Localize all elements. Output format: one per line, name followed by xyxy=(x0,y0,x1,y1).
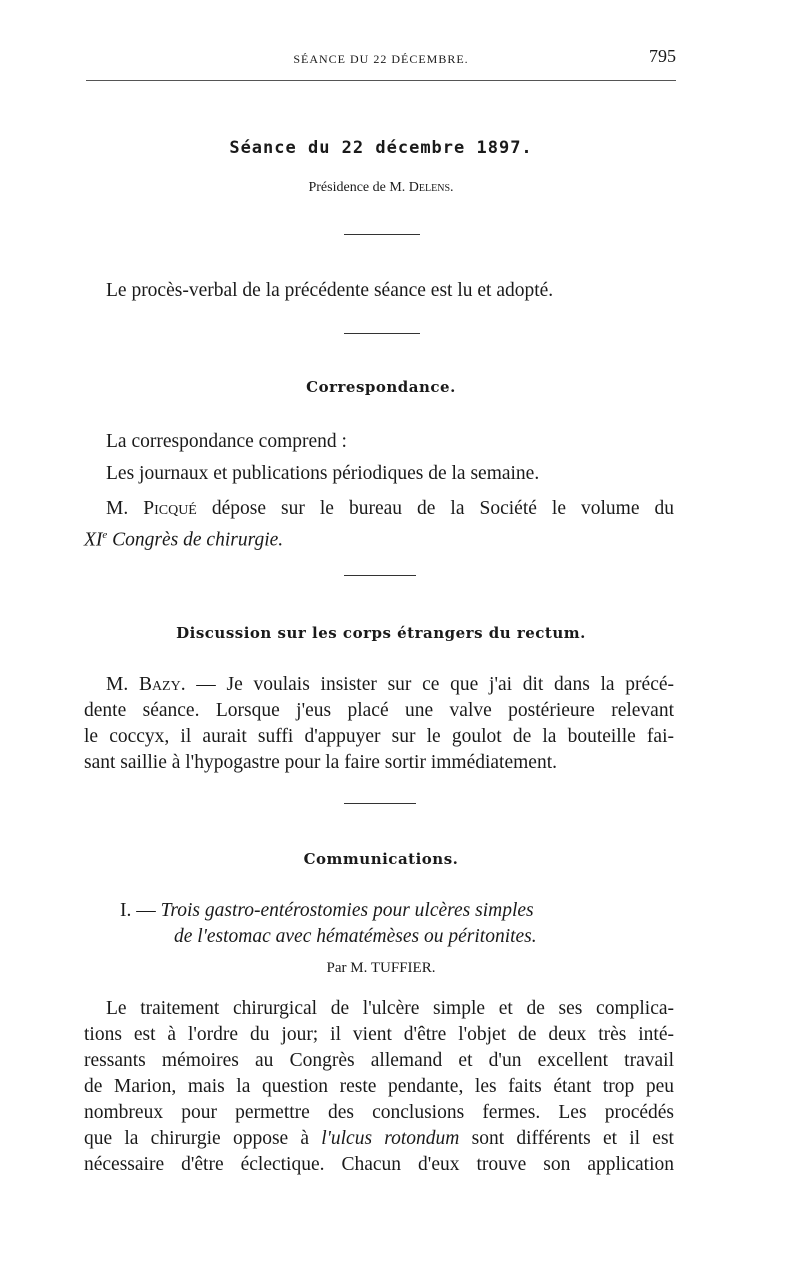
p3-sup: e xyxy=(102,529,108,541)
header-rule xyxy=(86,80,676,81)
communication-title-line-1 xyxy=(120,898,680,924)
discussion-paragraph xyxy=(84,672,674,776)
p3-text: dépose sur le bureau de la Société le volume du xyxy=(196,498,675,519)
communication-line-6 xyxy=(84,1126,674,1152)
discussion-line-1 xyxy=(106,672,674,698)
communications-heading: Communications. xyxy=(303,850,459,868)
communication-author: Par M. TUFFIER. xyxy=(326,960,436,976)
line6-text-b: sont différents et il est xyxy=(459,1128,674,1149)
running-title: SÉANCE DU 22 DÉCEMBRE. xyxy=(293,52,469,66)
line6-text-a: que la chirurgie oppose à xyxy=(84,1128,322,1149)
communication-title-text-1: Trois gastro-entérostomies pour ulcères simples xyxy=(160,900,534,921)
section-divider xyxy=(344,575,416,576)
communication-line: de Marion, mais la question reste pendante, les faits étant trop peu xyxy=(84,1076,674,1097)
presidence-line xyxy=(86,180,676,196)
communication-line-7: nécessaire d'être éclectique. Chacun d'eux trouve son application xyxy=(84,1154,674,1175)
correspondance-p3-line-1 xyxy=(106,496,674,522)
p3-name: Picqué xyxy=(143,498,197,519)
running-head xyxy=(86,44,676,72)
communication-line: tions est à l'ordre du jour; il vient d'être l'objet de deux très inté- xyxy=(84,1024,674,1045)
communication-title-line-2: de l'estomac avec hématémèses ou péritonites. xyxy=(174,926,537,947)
discussion-line-2: dente séance. Lorsque j'eus placé une valve postérieure relevant xyxy=(84,700,674,721)
p3-italic-rest: Congrès de chirurgie. xyxy=(107,529,284,551)
correspondance-line-2: Les journaux et publications périodiques de la semaine. xyxy=(106,463,540,484)
correspondance-paragraph-3 xyxy=(84,496,675,554)
discussion-line-4: sant saillie à l'hypogastre pour la faire sortir immédiatement. xyxy=(84,752,557,773)
page-number: 795 xyxy=(649,46,676,66)
communication-number: I. — xyxy=(120,900,161,921)
discussion-line-1-text: . — Je voulais insister sur ce que j'ai dit dans la précé- xyxy=(180,674,674,695)
correspondance-heading: Correspondance. xyxy=(306,378,456,396)
section-divider xyxy=(344,234,420,235)
discussion-line-3: le coccyx, il aurait suffi d'appuyer sur le goulot de la bouteille fai- xyxy=(84,726,674,747)
discussion-heading: Discussion sur les corps étrangers du rectum. xyxy=(176,624,586,642)
presidence-name: Delens xyxy=(408,180,451,195)
proces-verbal: Le procès-verbal de la précédente séance est lu et adopté. xyxy=(106,280,554,301)
speaker-name: Bazy xyxy=(138,674,181,695)
p3-prefix: M. xyxy=(106,498,144,519)
speaker-prefix: M. xyxy=(106,674,139,695)
section-divider xyxy=(344,333,420,334)
seance-title: Séance du 22 décembre 1897. xyxy=(229,138,533,158)
presidence-suffix: . xyxy=(450,180,454,195)
p3-roman: XI xyxy=(84,529,103,551)
line6-italic: l'ulcus rotondum xyxy=(321,1128,460,1149)
communication-paragraph xyxy=(84,996,674,1178)
correspondance-line-1: La correspondance comprend : xyxy=(106,431,347,452)
presidence-prefix: Présidence de M. xyxy=(308,180,409,195)
correspondance-p3-line-2 xyxy=(84,522,674,554)
section-divider xyxy=(344,803,416,804)
communication-line: nombreux pour permettre des conclusions fermes. Les procédés xyxy=(84,1102,674,1123)
communication-line: ressants mémoires au Congrès allemand et d'un excellent travail xyxy=(84,1050,674,1071)
communication-line: Le traitement chirurgical de l'ulcère simple et de ses complica- xyxy=(106,998,674,1019)
